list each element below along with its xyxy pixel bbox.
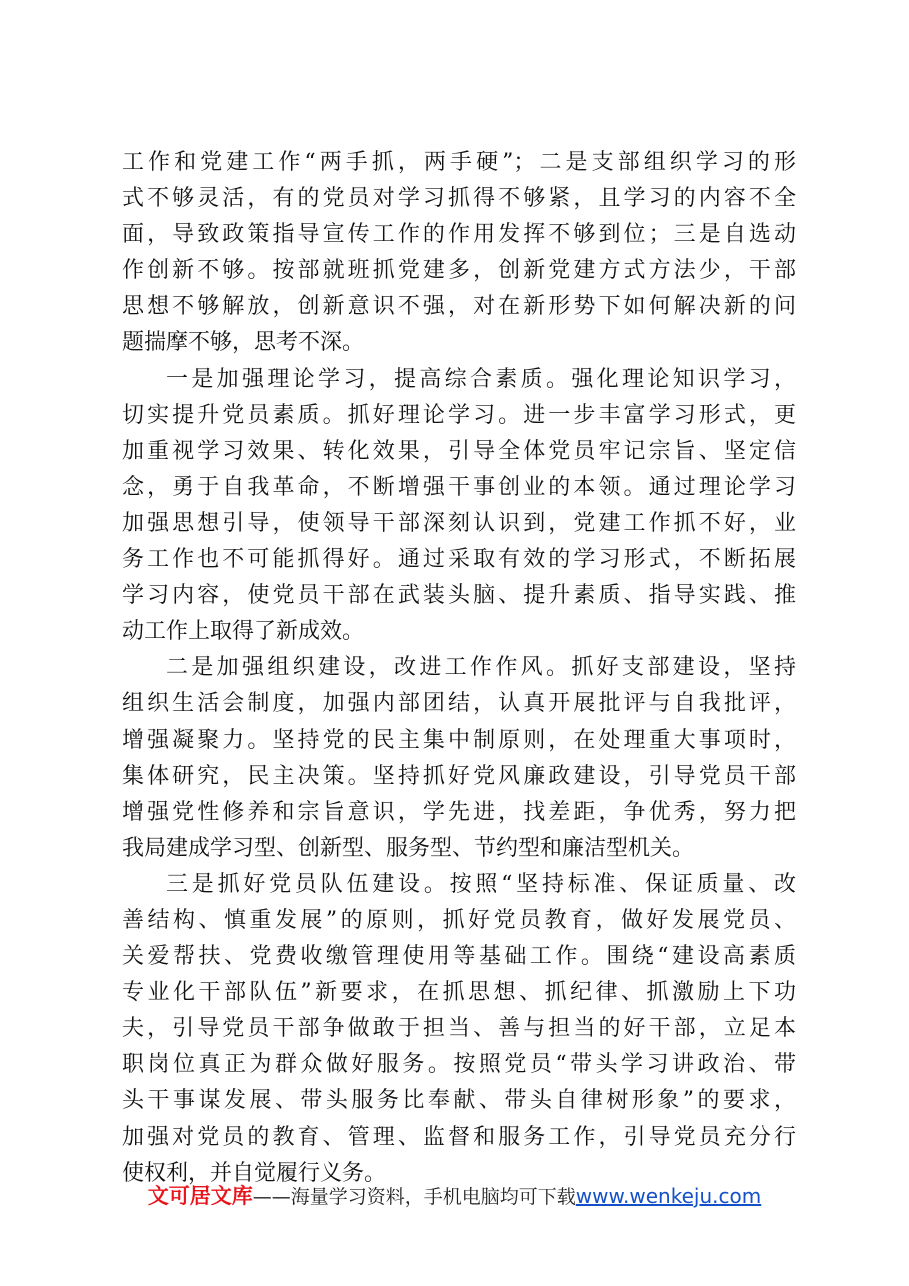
paragraph-line: 面，导致政策指导宣传工作的作用发挥不够到位；三是自选动 xyxy=(122,222,796,248)
paragraph-line: 加重视学习效果、转化效果，引导全体党员牢记宗旨、坚定信 xyxy=(122,438,796,464)
paragraph-line: 二是加强组织建设，改进工作作风。抓好支部建设，坚持 xyxy=(166,655,796,681)
paragraph-line: 我局建成学习型、创新型、服务型、节约型和廉洁型机关。 xyxy=(122,835,695,861)
footer-site-link[interactable]: www.wenkeju.com xyxy=(575,1184,762,1208)
paragraph-line: 增强党性修养和宗旨意识，学先进，找差距，争优秀，努力把 xyxy=(122,799,796,825)
paragraph-line: 专业化干部队伍”新要求，在抓思想、抓纪律、抓激励上下功 xyxy=(122,980,796,1006)
paragraph-line: 善结构、慎重发展”的原则，抓好党员教育，做好发展党员、 xyxy=(122,907,796,933)
paragraph-line: 念，勇于自我革命，不断增强干事创业的本领。通过理论学习 xyxy=(122,474,796,500)
paragraph-line: 一是加强理论学习，提高综合素质。强化理论知识学习， xyxy=(166,366,796,392)
paragraph-line: 关爱帮扶、党费收缴管理使用等基础工作。围绕“建设高素质 xyxy=(122,944,796,970)
paragraph-line: 加强思想引导，使领导干部深刻认识到，党建工作抓不好，业 xyxy=(122,510,796,536)
paragraph-line: 思想不够解放，创新意识不强，对在新形势下如何解决新的问 xyxy=(122,294,796,320)
paragraph-line: 三是抓好党员队伍建设。按照“坚持标准、保证质量、改 xyxy=(166,871,796,897)
paragraph-line: 夫，引导党员干部争做敢于担当、善与担当的好干部，立足本 xyxy=(122,1016,796,1042)
paragraph-line: 集体研究，民主决策。坚持抓好党风廉政建设，引导党员干部 xyxy=(122,763,796,789)
paragraph-line: 头干事谋发展、带头服务比奉献、带头自律树形象”的要求， xyxy=(122,1088,796,1114)
paragraph-line: 工作和党建工作“两手抓，两手硬”；二是支部组织学习的形 xyxy=(122,150,796,175)
paragraph-line: 题揣摩不够，思考不深。 xyxy=(122,330,365,356)
paragraph-line: 切实提升党员素质。抓好理论学习。进一步丰富学习形式，更 xyxy=(122,402,796,428)
paragraph-line: 动工作上取得了新成效。 xyxy=(122,619,365,645)
footer-brand: 文可居文库 xyxy=(147,1184,253,1208)
paragraph-line: 式不够灵活，有的党员对学习抓得不够紧，且学习的内容不全 xyxy=(122,186,796,212)
paragraph-line: 职岗位真正为群众做好服务。按照党员“带头学习讲政治、带 xyxy=(122,1052,796,1078)
paragraph-line: 使权利，并自觉履行义务。 xyxy=(122,1160,387,1186)
paragraph-line: 加强对党员的教育、管理、监督和服务工作，引导党员充分行 xyxy=(122,1124,796,1150)
footer-slogan: ——海量学习资料，手机电脑均可下载 xyxy=(252,1186,576,1208)
paragraph-line: 务工作也不可能抓得好。通过采取有效的学习形式，不断拓展 xyxy=(122,547,796,573)
paragraph-line: 增强凝聚力。坚持党的民主集中制原则，在处理重大事项时， xyxy=(122,727,796,753)
paragraph-line: 作创新不够。按部就班抓党建多，创新党建方式方法少，干部 xyxy=(122,258,796,284)
paragraph-line: 组织生活会制度，加强内部团结，认真开展批评与自我批评， xyxy=(122,691,796,717)
paragraph-line: 学习内容，使党员干部在武装头脑、提升素质、指导实践、推 xyxy=(122,583,796,609)
footer-banner xyxy=(0,1182,909,1211)
document-body xyxy=(122,145,796,1192)
